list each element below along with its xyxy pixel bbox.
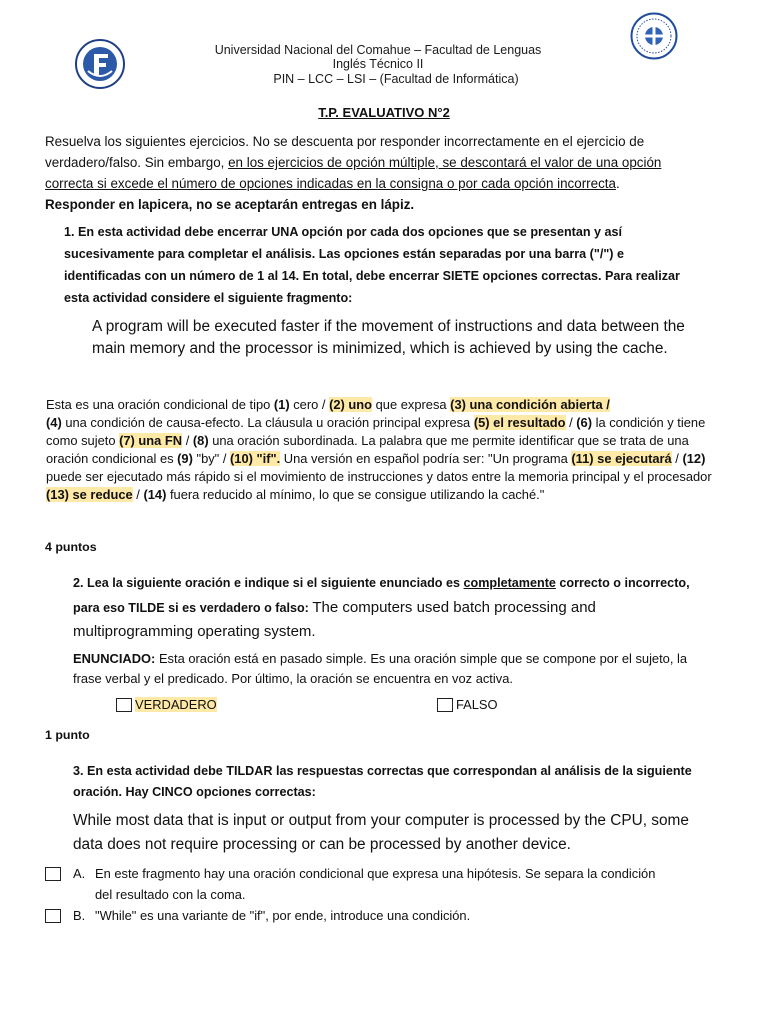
statement-label: ENUNCIADO: bbox=[73, 651, 156, 666]
checkbox-icon[interactable] bbox=[116, 698, 132, 712]
q1-text: Esta es una oración condicional de tipo bbox=[46, 397, 274, 412]
q2-text: correcto o incorrecto, para eso TILDE si es verdadero o falso: bbox=[73, 576, 690, 615]
q1-text: que expresa bbox=[372, 397, 451, 412]
intro-underlined: en los ejercicios de opción múltiple, se descontará el valor de bbox=[228, 155, 596, 170]
item-text: En este fragmento hay una oración condicional que expresa una hipótesis. Se separa la condición del resultado con la coma. bbox=[95, 866, 656, 902]
option-8[interactable]: (8) bbox=[192, 433, 209, 449]
q1-text: / bbox=[565, 415, 577, 431]
checkbox-icon[interactable] bbox=[45, 909, 61, 923]
checkbox-icon[interactable] bbox=[45, 867, 61, 881]
question-1-quote: A program will be executed faster if the movement of instructions and data between the main memory and the processor is minimized, which is achieved by using the cache. bbox=[92, 318, 685, 357]
q1-text: la condición y tiene como sujeto bbox=[46, 415, 706, 449]
option-14[interactable]: (14) bbox=[143, 487, 167, 503]
question-2-statement bbox=[73, 649, 693, 689]
question-3-quote: While most data that is input or output from your computer is processed by the CPU, some data does not require processing or can be processed by another device. bbox=[73, 812, 689, 853]
q1-text: una oración subordinada. La palabra que me permite identificar que se trata de una oración condicional es bbox=[46, 433, 689, 467]
question-1-instructions: 1. En esta actividad debe encerrar UNA opción por cada dos opciones que se presentan y así sucesivamente para completar el análisis. Las opciones están separadas por una barra ("/") e identificadas con un número de 1 al 14. En total, debe encerrar SIETE opciones correctas. Para realizar esta actividad considere el siguiente fragmento: bbox=[64, 225, 680, 305]
header-university: Universidad Nacional del Comahue – Facultad de Lenguas bbox=[214, 43, 542, 57]
question-2-sentence: The computers used batch processing and multiprogramming operating system. bbox=[73, 598, 596, 640]
option-9[interactable]: (9) bbox=[177, 451, 193, 467]
option-1[interactable]: (1) bbox=[273, 397, 290, 412]
item-text: "While" es una variante de "if", por ende, introduce una condición. bbox=[95, 908, 471, 923]
question-3-instructions: 3. En esta actividad debe TILDAR las respuestas correctas que correspondan al análisis de la siguiente oración. Hay CINCO opciones correctas: bbox=[73, 764, 692, 799]
question-1-body bbox=[46, 396, 726, 505]
option-10[interactable]: (10) "if". bbox=[230, 451, 281, 467]
option-5[interactable]: (5) el resultado bbox=[473, 415, 566, 431]
q1-text: cero / bbox=[289, 397, 330, 412]
option-false[interactable] bbox=[437, 697, 498, 712]
option-13[interactable]: (13) se reduce bbox=[46, 487, 133, 503]
option-11[interactable]: (11) se ejecutará bbox=[571, 451, 672, 467]
points-question-1: 4 puntos bbox=[45, 540, 97, 554]
option-6[interactable]: (6) bbox=[576, 415, 593, 431]
q1-text: puede ser ejecutado más rápido si el movimiento de instrucciones y datos entre la memoria principal y el procesador bbox=[46, 469, 712, 485]
intro-underlined-2: una opción correcta si excede el número de opciones indicadas en la consigna o por cada opción incorrecta bbox=[45, 155, 662, 191]
option-4[interactable]: (4) bbox=[46, 415, 62, 431]
item-letter: B. bbox=[73, 908, 86, 923]
statement-text: Esta oración está en pasado simple. Es una oración simple que se compone por el sujeto, la frase verbal y el predicado. Por último, la oración se encuentra en voz activa. bbox=[73, 651, 688, 686]
q2-underlined: completamente bbox=[463, 576, 556, 590]
header-course: Inglés Técnico II bbox=[332, 57, 424, 71]
q1-text: / bbox=[182, 433, 193, 449]
option-3[interactable]: (3) una condición abierta / bbox=[450, 397, 610, 412]
option-2[interactable]: (2) uno bbox=[329, 397, 373, 412]
option-12[interactable]: (12) bbox=[682, 451, 706, 467]
option-true[interactable] bbox=[116, 697, 217, 712]
page-title: T.P. EVALUATIVO N°2 bbox=[318, 105, 450, 120]
q2-text: 2. Lea la siguiente oración e indique si el siguiente enunciado es bbox=[73, 576, 464, 590]
q1-text: fuera reducido al mínimo, lo que se consigue utilizando la caché." bbox=[166, 487, 545, 503]
q1-text: "by" / bbox=[192, 451, 230, 467]
intro-sep: . bbox=[615, 176, 620, 191]
question-2-instructions bbox=[73, 572, 693, 645]
checkbox-icon[interactable] bbox=[437, 698, 453, 712]
q1-text: Una versión en español podría ser: "Un programa bbox=[280, 451, 572, 467]
q1-text: una condición de causa-efecto. La cláusula u oración principal expresa bbox=[61, 415, 474, 431]
header-programs: PIN – LCC – LSI – (Facultad de Informática) bbox=[273, 72, 519, 86]
q1-text: / bbox=[671, 451, 683, 467]
q1-text: / bbox=[132, 487, 144, 503]
item-letter: A. bbox=[73, 866, 86, 881]
intro-bold: Responder en lapicera, no se aceptarán entregas en lápiz. bbox=[45, 197, 415, 212]
option-false-label: FALSO bbox=[456, 697, 498, 712]
option-true-label: VERDADERO bbox=[135, 697, 217, 712]
points-question-2: 1 punto bbox=[45, 728, 90, 742]
option-7[interactable]: (7) una FN bbox=[119, 433, 183, 449]
intro-text: Resuelva los siguientes ejercicios. No se descuenta por responder incorrectamente en el ejercicio de verdadero/falso. Sin embargo, bbox=[45, 134, 645, 170]
intro-paragraph bbox=[45, 131, 685, 215]
